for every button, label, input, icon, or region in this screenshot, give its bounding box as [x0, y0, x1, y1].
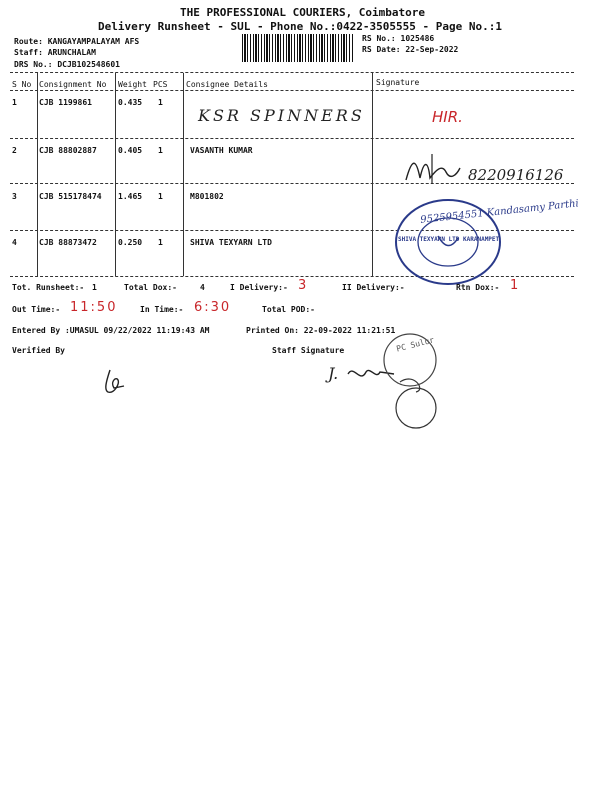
col-divider [37, 73, 38, 276]
dox-label: Total Dox:- [124, 283, 177, 292]
printed-on: Printed On: 22-09-2022 11:21:51 [246, 326, 396, 335]
col-header-pcs: PCS [153, 80, 168, 89]
staff-label: Staff: ARUNCHALAM [14, 48, 96, 57]
col-header-weight: Weight [118, 80, 147, 89]
col-header-sno: S No [12, 80, 32, 89]
table-row-consignment: CJB 88802887 [39, 146, 97, 155]
table-row-signature: HIR. [432, 108, 463, 126]
barcode [242, 34, 354, 62]
table-row-consignee: SHIVA TEXYARN LTD [190, 238, 272, 247]
table-row-weight: 0.435 [118, 98, 143, 107]
branch-stamp-text: PC Sulur [395, 335, 436, 354]
runsheet-label: Tot. Runsheet:- [12, 283, 85, 292]
i-delivery-label: I Delivery:- [230, 283, 288, 292]
table-row-sno: 3 [12, 192, 17, 201]
table-row-consignment: CJB 515178474 [39, 192, 102, 201]
col-header-consignee: Consignee Details [186, 80, 268, 89]
row-rule [10, 138, 574, 139]
col-header-consignment: Consignment No [39, 80, 107, 89]
out-time-value: 11:50 [70, 300, 118, 315]
table-row-weight: 0.405 [118, 146, 143, 155]
rs-date: RS Date: 22-Sep-2022 [362, 45, 459, 54]
table-row-sno: 1 [12, 98, 17, 107]
route-label: Route: KANGAYAMPALAYAM AFS [14, 37, 140, 46]
table-header-rule [10, 90, 574, 91]
stamp-text: SHIVA TEXYARN LTD KARANAMPET [398, 236, 500, 243]
staff-signature-label: Staff Signature [272, 346, 345, 355]
rtn-dox-label: Rtn Dox:- [456, 283, 500, 292]
col-divider [183, 73, 184, 276]
table-row-consignment: CJB 1199861 [39, 98, 92, 107]
col-divider [115, 73, 116, 276]
total-pod-label: Total POD:- [262, 305, 315, 314]
staff-signature-hand: J. [328, 364, 339, 383]
table-row-weight: 0.250 [118, 238, 143, 247]
col-header-signature: Signature [376, 78, 420, 87]
handwritten-phone: 8220916126 [468, 166, 564, 184]
ii-delivery-label: II Delivery:- [342, 283, 405, 292]
in-time-label: In Time:- [140, 305, 184, 314]
table-row-sno: 2 [12, 146, 17, 155]
rtn-dox-value: 1 [510, 278, 519, 293]
page-subtitle: Delivery Runsheet - SUL - Phone No.:0422-3505555 - Page No.:1 [98, 20, 502, 33]
out-time-label: Out Time:- [12, 305, 61, 314]
table-row-consignment: CJB 88873472 [39, 238, 97, 247]
entered-by: Entered By :UMASUL 09/22/2022 11:19:43 AM [12, 326, 210, 335]
verified-signature [100, 368, 130, 396]
table-row-sno: 4 [12, 238, 17, 247]
verified-by-label: Verified By [12, 346, 65, 355]
handwritten-phone-2: 9525954551 Kandasamy Parthi [419, 198, 580, 226]
dox-value: 4 [200, 283, 205, 292]
table-row-pcs: 1 [158, 146, 163, 155]
runsheet-value: 1 [92, 283, 97, 292]
drs-label: DRS No.: DCJB102548601 [14, 60, 120, 69]
table-row-pcs: 1 [158, 238, 163, 247]
i-delivery-value: 3 [298, 278, 307, 293]
table-row-pcs: 1 [158, 192, 163, 201]
page-title: THE PROFESSIONAL COURIERS, Coimbatore [180, 6, 426, 19]
signature-scribble [402, 150, 462, 188]
table-row-pcs: 1 [158, 98, 163, 107]
table-row-consignee: M801802 [190, 192, 224, 201]
col-divider [372, 73, 373, 276]
table-row-consignee: VASANTH KUMAR [190, 146, 253, 155]
table-row-consignee-handwritten: KSR SPINNERS [198, 106, 365, 125]
rs-no: RS No.: 1025486 [362, 34, 435, 43]
table-top-rule [10, 72, 574, 73]
in-time-value: 6:30 [194, 300, 232, 315]
table-row-weight: 1.465 [118, 192, 143, 201]
